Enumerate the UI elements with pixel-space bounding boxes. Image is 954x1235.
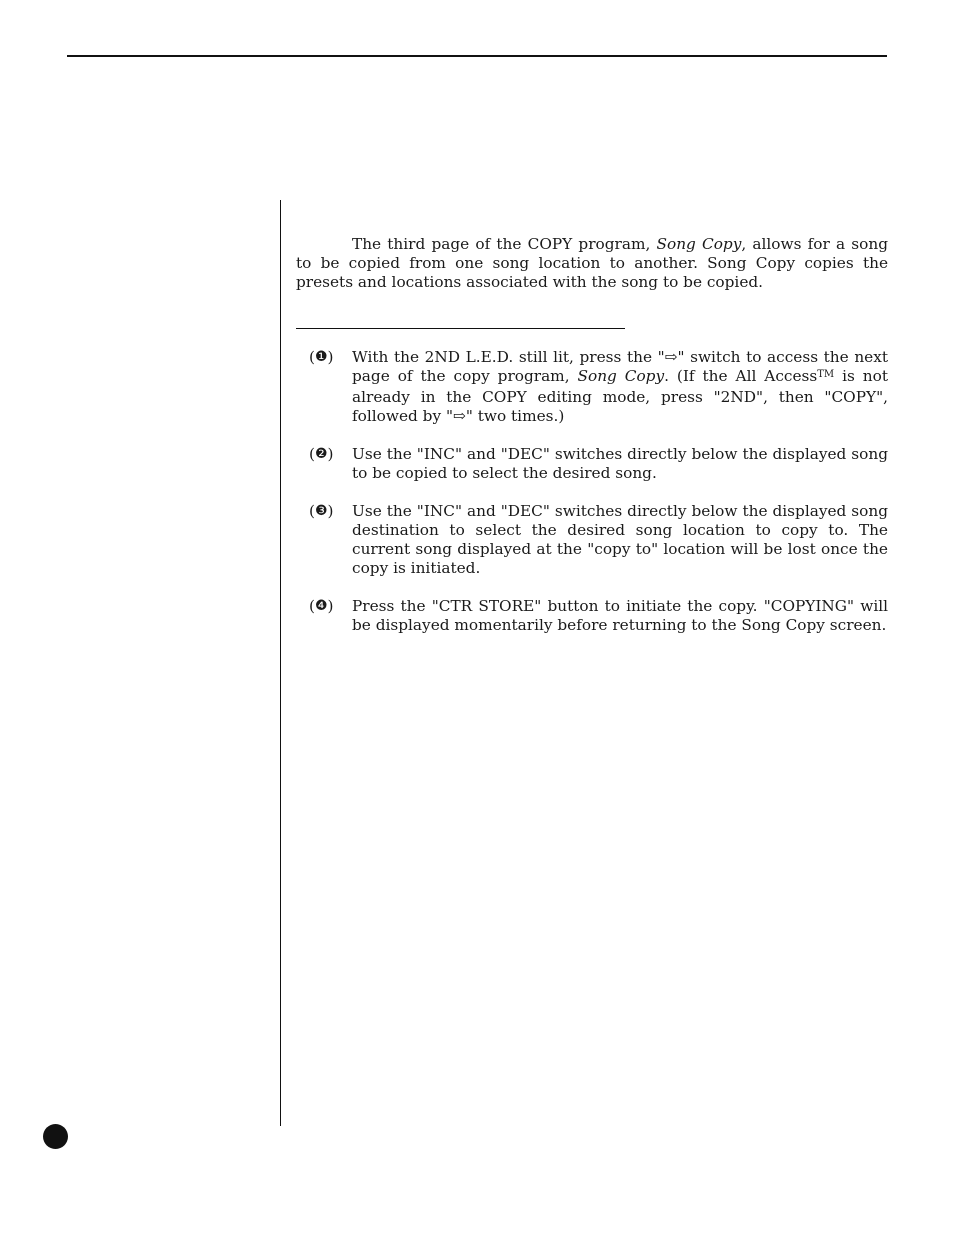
step-text-part: With the 2ND L.E.D. still lit, press the "⇨" switch to access the next page of the copy program,	[352, 348, 888, 385]
list-item	[296, 502, 888, 578]
list-item	[296, 348, 888, 426]
step-number: ❹	[314, 598, 328, 614]
step-number: ❶	[314, 349, 328, 365]
intro-text-before: The third page of the COPY program,	[352, 235, 657, 253]
page-marker-dot	[43, 1124, 68, 1149]
intro-italic: Song Copy	[656, 235, 742, 253]
step-text	[352, 348, 888, 426]
steps-list	[296, 348, 888, 635]
step-marker: (❹)	[309, 597, 334, 615]
list-item	[296, 597, 888, 635]
step-text-part: is not already in the COPY editing mode, press "2ND", then "COPY", followed by "⇨" two times.)	[352, 367, 888, 425]
list-item	[296, 445, 888, 483]
step-marker: (❷)	[309, 445, 334, 463]
step-number: ❷	[314, 446, 328, 462]
step-italic: Song Copy	[577, 367, 665, 385]
section-rule	[296, 328, 625, 329]
step-marker: (❸)	[309, 502, 334, 520]
trademark-mark: TM	[817, 369, 835, 380]
step-text-part: . (If the All Access	[664, 367, 818, 385]
intro-paragraph	[296, 235, 888, 292]
header-rule	[67, 55, 887, 57]
step-marker: (❶)	[309, 348, 334, 366]
margin-rule	[280, 200, 281, 1126]
step-text: Press the "CTR STORE" button to initiate the copy. "COPYING" will be displayed momentarily before returning to the Song Copy screen.	[352, 597, 888, 634]
step-text: Use the "INC" and "DEC" switches directly below the displayed song destination to select the desired song location to copy to. The current song displayed at the "copy to" location will be lost once the copy is initiated.	[352, 502, 888, 577]
intro-text-after: , allows for a song to be copied from one song location to another. Song Copy copies the presets and locations associated with the song to be copied.	[296, 235, 888, 291]
step-text: Use the "INC" and "DEC" switches directly below the displayed song to be copied to select the desired song.	[352, 445, 888, 482]
main-content	[296, 235, 888, 654]
step-number: ❸	[314, 503, 328, 519]
